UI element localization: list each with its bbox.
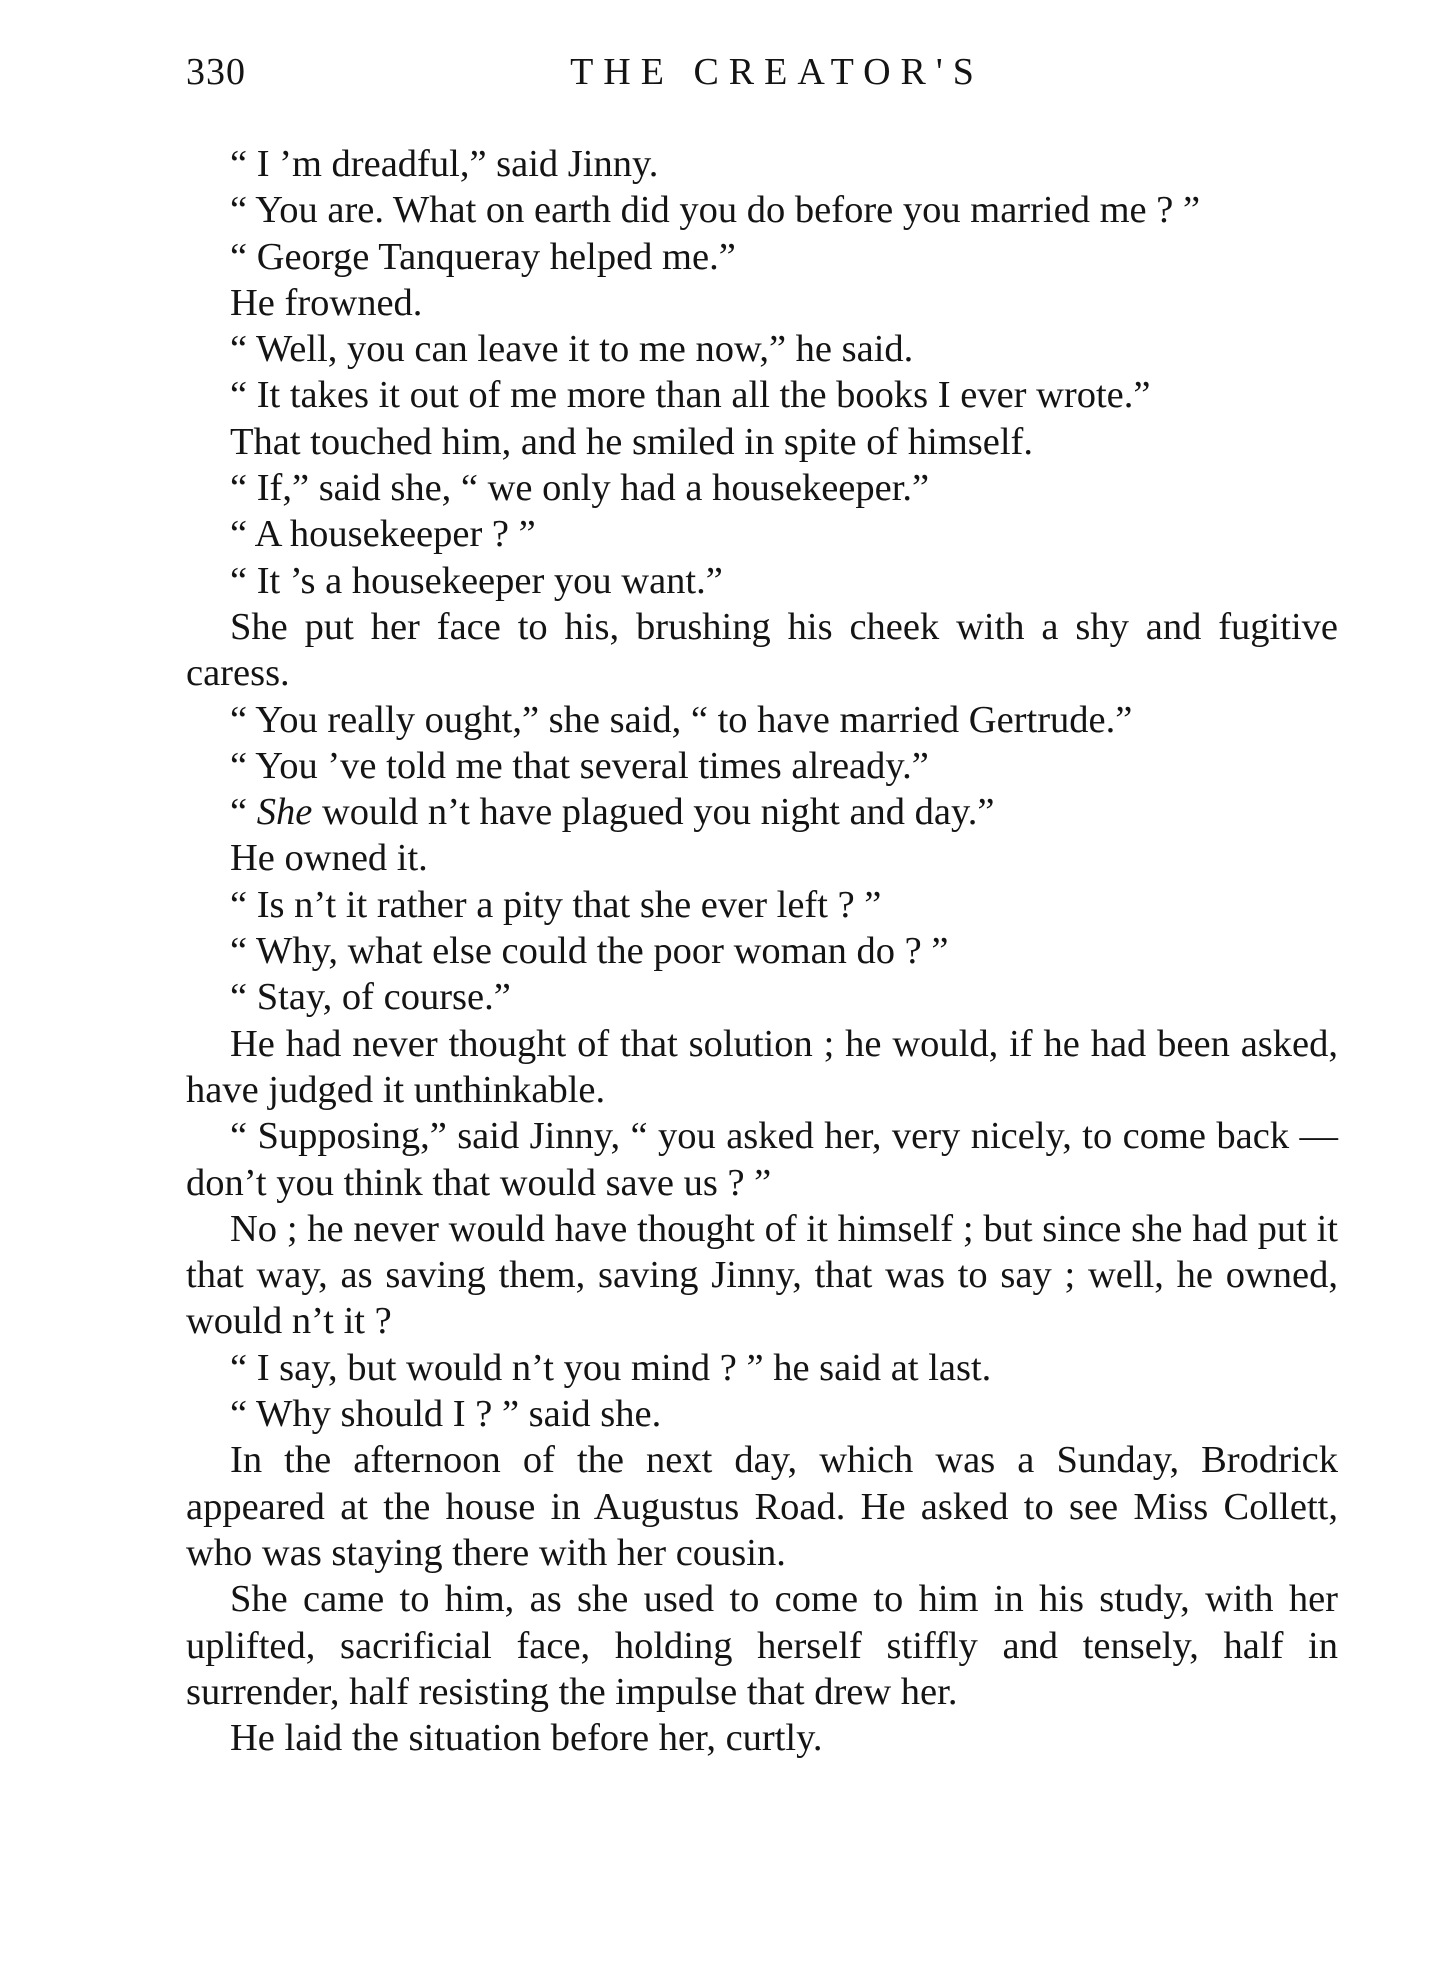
paragraph: “ Is n’t it rather a pity that she ever left ? ” [230,883,882,926]
paragraph: He laid the situation before her, curtly. [230,1717,823,1760]
body-text [186,141,1338,1761]
paragraph: “ I say, but would n’t you mind ? ” he said at last. [230,1346,992,1389]
paragraph: “ She would n’t have plagued you night and day.” [230,791,995,834]
paragraph: “ A housekeeper ? ” [230,513,536,556]
paragraph: “ Supposing,” said Jinny, “ you asked her, very nicely, to come back — don’t you think that would save us ? ” [186,1115,1338,1204]
paragraph: That touched him, and he smiled in spite of himself. [230,420,1033,463]
paragraph: “ Why should I ? ” said she. [230,1393,662,1436]
paragraph: “ I ’m dreadful,” said Jinny. [230,143,659,185]
paragraph: “ You are. What on earth did you do before you married me ? ” [230,189,1201,232]
paragraph: He frowned. [230,281,423,324]
running-title: THE CREATOR'S [570,51,984,93]
paragraph: “ Well, you can leave it to me now,” he said. [230,328,914,371]
paragraph: He owned it. [230,837,428,880]
paragraph: “ If,” said she, “ we only had a housekeeper.” [230,467,930,510]
page-number: 330 [186,51,246,93]
paragraph: “ Stay, of course.” [230,976,511,1019]
paragraph: “ You really ought,” she said, “ to have married Gertrude.” [230,698,1133,741]
paragraph: “ It ’s a housekeeper you want.” [230,559,723,602]
paragraph: “ You ’ve told me that several times already.” [230,744,929,787]
paragraph: “ It takes it out of me more than all the books I ever wrote.” [230,374,1151,417]
paragraph: No ; he never would have thought of it himself ; but since she had put it that way, as saving them, saving Jinny, that was to say ; well, he owned, would n’t it ? [186,1207,1338,1343]
paragraph: She came to him, as she used to come to him in his study, with her uplifted, sacrificial face, holding herself stiffly and tensely, half in surrender, half resisting the impulse that drew her. [186,1578,1338,1713]
paragraph: She put her face to his, brushing his cheek with a shy and fugitive caress. [186,605,1338,695]
paragraph: He had never thought of that solution ; he would, if he had been asked, have judged it unthinkable. [186,1022,1338,1111]
paragraph: “ George Tanqueray helped me.” [230,235,736,278]
paragraph: In the afternoon of the next day, which was a Sunday, Brodrick appeared at the house in Augustus Road. He asked to see Miss Collett, who was staying there with her cousin. [186,1439,1338,1574]
paragraph: “ Why, what else could the poor woman do ? ” [230,930,949,973]
emphasized-word: She [256,791,313,834]
page-header [186,50,1338,110]
